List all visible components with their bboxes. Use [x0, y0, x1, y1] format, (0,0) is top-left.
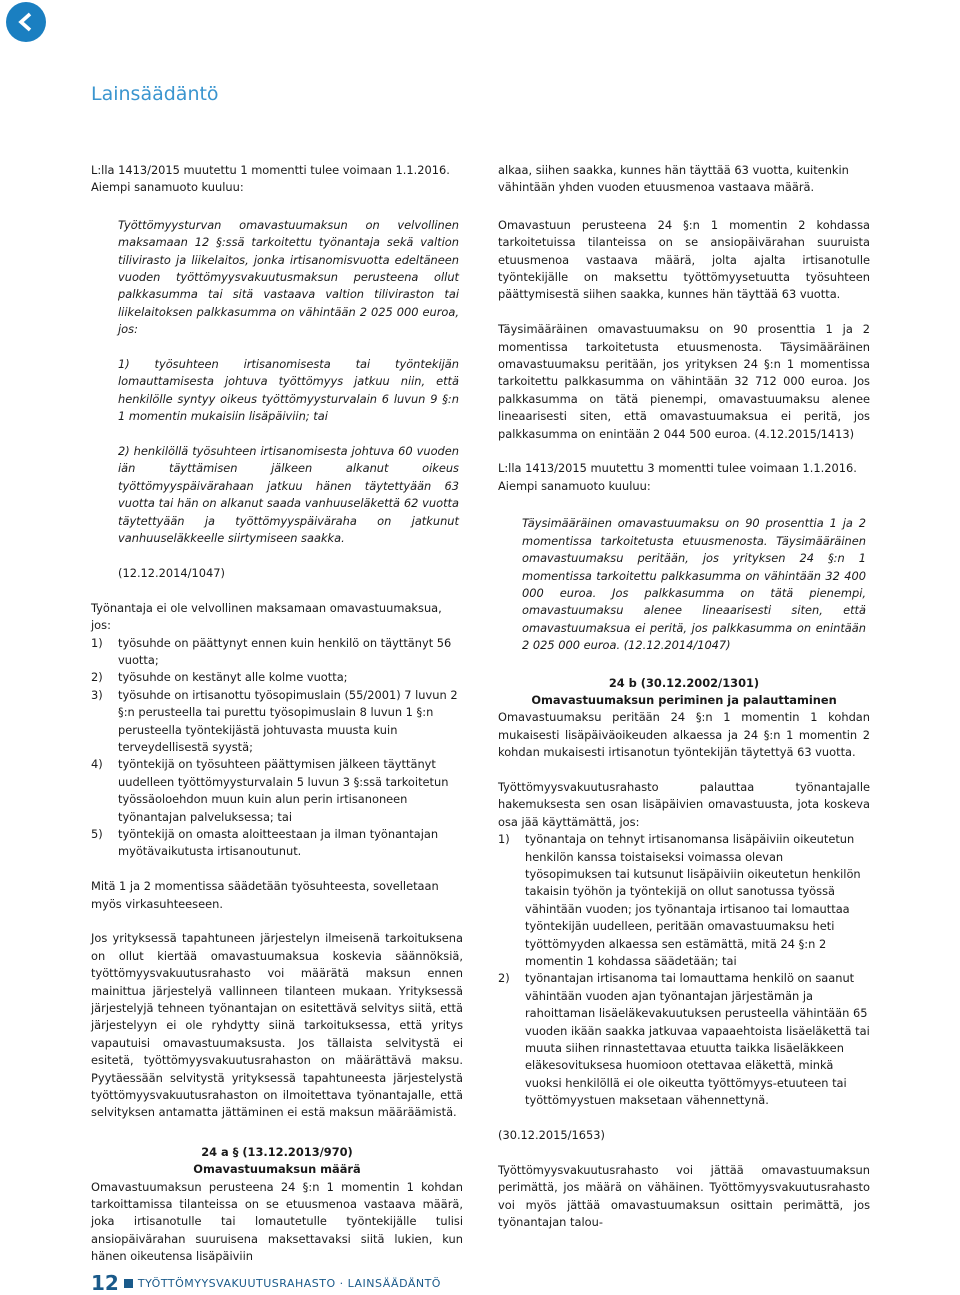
former-wording-quote — [91, 217, 463, 582]
quote-paragraph: Työttömyysturvan omavastuumaksun on velvollinen maksamaan 12 §:ssä tarkoitettu työnantaja sekä valtion tilivirasto ja liikelaitos, jonka irtisanomisvuotta edeltäneen vuoden työttömyysvakuutusmaksun perusteena ollut palkkasumma tai sitä vastaava valtion tiliviraston tai liikelaitoksen palkkasumma on vähintään 2 025 000 euroa, jos: — [118, 217, 459, 337]
page-number: 12 — [91, 1271, 119, 1295]
quote-paragraph: 1) työsuhteen irtisanomisesta tai työntekijän lomauttamisesta johtuva työttömyys jatkuu niin, että henkilölle syntyy oikeus työttömyysturvalain 6 luvun 9 §:n 1 momentin mukaisiin lisäpäiviin; tai — [118, 357, 459, 424]
body-paragraph: Täysimääräinen omavastuumaksu on 90 prosenttia 1 ja 2 momentissa tarkoitetusta etuusmenosta. Täysimääräinen omavastuumaksu peritään, jos yrityksen 24 §:n 1 momentissa tarkoitettu palkkasumma on vähintään 32 712 000 euroa. Jos palkkasumma on tätä pienempi, omavastuumaksu alenee lineaarisesti siten, että omavastuumaksua ei peritä, jos palkkasumma on enintään 2 044 500 euroa. (4.12.2015/1413) — [498, 322, 870, 441]
amendment-note: L:lla 1413/2015 muutettu 1 momentti tulee voimaan 1.1.2016. Aiempi sanamuoto kuuluu: — [91, 163, 450, 195]
list-item: 1) työnantaja on tehnyt irtisanomansa lisäpäiviin oikeutetun henkilön kanssa toistaiseksi voimassa olevan työsopimuksen tai kutsunut lisäpäiviin oikeutetun henkilön takaisin työhön ja työntekijä on ollut sanotussa työssä vähintään vuoden; jos työnantaja irtisanoo tai lomauttaa työntekijän uudelleen, peritään omavastuumaksu heti työttömyyden alkaessa sen estämättä, mitä 24 §:n 2 momentin 1 kohdassa säädetään; tai — [498, 832, 861, 969]
body-paragraph: Mitä 1 ja 2 momentissa säädetään työsuhteesta, sovelletaan myös virkasuhteeseen. — [91, 879, 439, 911]
body-paragraph: Työnantaja ei ole velvollinen maksamaan omavastuumaksua, jos: — [91, 600, 442, 633]
body-paragraph: Omavastuumaksun perusteena 24 §:n 1 momentin 1 kohdan tarkoittamissa tilanteissa on se etuusmenoa vastaava määrä, joka irtisanotulle tai lomautetulle työntekijälle tulisi ansiopäivärahan suuruisena maksettavaksi siitä lukien, kun hänen oikeutensa lisäpäiviin — [91, 1179, 463, 1264]
right-column — [498, 162, 870, 1231]
list-item: 2) työsuhde on kestänyt alle kolme vuotta; — [91, 670, 348, 685]
chevron-left-icon — [15, 11, 37, 33]
former-wording-quote: Täysimääräinen omavastuumaksu on 90 prosenttia 1 ja 2 momentissa tarkoitetusta etuusmenosta. Täysimääräinen omavastuumaksu peritään, jos yrityksen 24 §:n 1 momentissa tarkoitettu palkkasumma on vähintään 32 400 000 euroa. Jos palkkasumma on tätä pienempi, omavastuumaksu alenee lineaarisesti siten, että omavastuumaksua ei peritä, jos palkkasumma on enintään 2 025 000 euroa. (12.12.2014/1047) — [522, 516, 866, 653]
square-bullet-icon — [124, 1279, 133, 1288]
left-column — [91, 162, 463, 1266]
body-paragraph: Jos yrityksessä tapahtuneen järjestelyn ilmeisenä tarkoituksena on ollut kiertää omavastuumaksua koskevia säännöksiä, työttömyysvakuutusrahasto voi määrätä maksun ennen mainittua järjestelyä vallinneen tilanteen mukaan. Yrityksessä järjestelyjä tehneen työnantajan on esitettävä selvitys siitä, että järjestelyyn ei ole ryhdytty siinä tarkoituksessa, että yritys vapautuisi omavastuumaksusta. Jos tällaista selvitystä ei esitetä, työttömyysvakuutusrahaston on määrättävä maksu. Pyytäessään selvitystä yrityksessä tapahtuneesta järjestelystä työttömyysvakuutusrahaston on ilmoitettava työnantajalle, että selvityksen antamatta jättäminen ei estä maksun määräämistä. — [91, 931, 463, 1120]
exemption-list — [91, 635, 463, 861]
body-paragraph: Omavastuumaksu peritään 24 §:n 1 momentin 1 kohdan mukaisesti lisäpäiväoikeuden alkaessa ja 24 §:n 1 momentin 2 kohdan mukaisesti irtisanotun työntekijän täytettyä 63 vuotta. — [498, 710, 870, 760]
list-item: 5) työntekijä on omasta aloitteestaan ja ilman työnantajan myötävaikutusta irtisanoutunut. — [91, 826, 439, 859]
list-item: 1) työsuhde on päättynyt ennen kuin henkilö on täyttänyt 56 vuotta; — [91, 635, 452, 667]
section-heading-24a: 24 a § (13.12.2013/970) Omavastuumaksun määrä — [193, 1144, 361, 1177]
body-paragraph: Omavastuun perusteena 24 §:n 1 momentin 2 kohdassa tarkoitetuissa tilanteissa on se ansiopäivärahan suuruista etuusmenoa vastaava määrä, jolta ajalta irtisanotulle työntekijälle on maksettu työttömyysetuutta työsuhteen päättymisestä siihen saakka, kunnes hän täyttää 63 vuotta. — [498, 217, 870, 302]
section-title: Lainsäädäntö — [91, 83, 219, 105]
body-paragraph: Työttömyysvakuutusrahasto palauttaa työnantajalle hakemuksesta sen osan lisäpäivien omavastuusta, jota koskeva osa jää käyttämättä, jos: — [498, 779, 870, 829]
reference: (30.12.2015/1653) — [498, 1128, 605, 1143]
list-item: 4) työntekijä on työsuhteen päättymisen jälkeen täyttänyt uudelleen työttömyysturvalain 5 luvun 3 §:ssä tarkoitetun työssäoloehdon muun kuin alun perin irtisanoneen työnantajan palveluksessa; tai — [91, 757, 449, 824]
quote-paragraph: 2) henkilöllä työsuhteen irtisanomisesta johtuva 60 vuoden iän täyttämisen jälkeen alkanut oikeus työttömyyspäivärahaan jatkuu hänen täytettyään 63 vuotta tai hän on alkanut saada vanhuuseläkettä 62 vuotta täytettyään ja työttömyyspäiväraha on jatkunut vanhuuseläkkeelle siirtymiseen saakka. — [118, 444, 459, 546]
back-button[interactable] — [6, 2, 46, 42]
amendment-note: L:lla 1413/2015 muutettu 3 momentti tulee voimaan 1.1.2016. Aiempi sanamuoto kuuluu: — [498, 461, 857, 493]
list-item: 2) työnantajan irtisanoma tai lomauttama henkilö on saanut vähintään vuoden ajan työnantajan järjestämän ja rahoittaman lisäeläkevakuutuksen perusteella vähintään 65 vuoden ikään saakka jatkuvaa vapaaehtoista lisäeläkettä tai muuta siihen rinnastettavaa etuutta taikka lisäeläkkeen eläkesovituksesa huomioon otettavaa eläkettä, minkä vuoksi henkilöllä ei ole oikeutta työttömyys-etuuteen tai työttömyystuen maksetaan vähennettynä. — [498, 971, 870, 1108]
list-item: 3) työsuhde on irtisanottu työsopimuslain (55/2001) 7 luvun 2 §:n perusteella tai purettu työsopimuslain 8 luvun 1 §:n perusteella työntekijästä johtuvasta muusta kuin terveydellisestä syystä; — [91, 687, 458, 754]
section-heading-24b: 24 b (30.12.2002/1301) Omavastuumaksun periminen ja palauttaminen — [531, 675, 837, 707]
page-footer — [91, 1272, 441, 1294]
running-title: TYÖTTÖMYYSVAKUUTUSRAHASTO · LAINSÄÄDÄNTÖ — [137, 1276, 441, 1290]
refund-list — [498, 831, 870, 1110]
quote-reference: (12.12.2014/1047) — [118, 565, 225, 580]
body-paragraph: alkaa, siihen saakka, kunnes hän täyttää 63 vuotta, kuitenkin vähintään yhden vuoden etuusmenoa vastaava määrä. — [498, 163, 849, 195]
body-paragraph: Työttömyysvakuutusrahasto voi jättää omavastuumaksun perimättä, jos määrä on vähäinen. Työttömyysvakuutusrahasto voi myös jättää omavastuumaksun osittain perimättä, jos työnantajan talou- — [498, 1162, 870, 1230]
